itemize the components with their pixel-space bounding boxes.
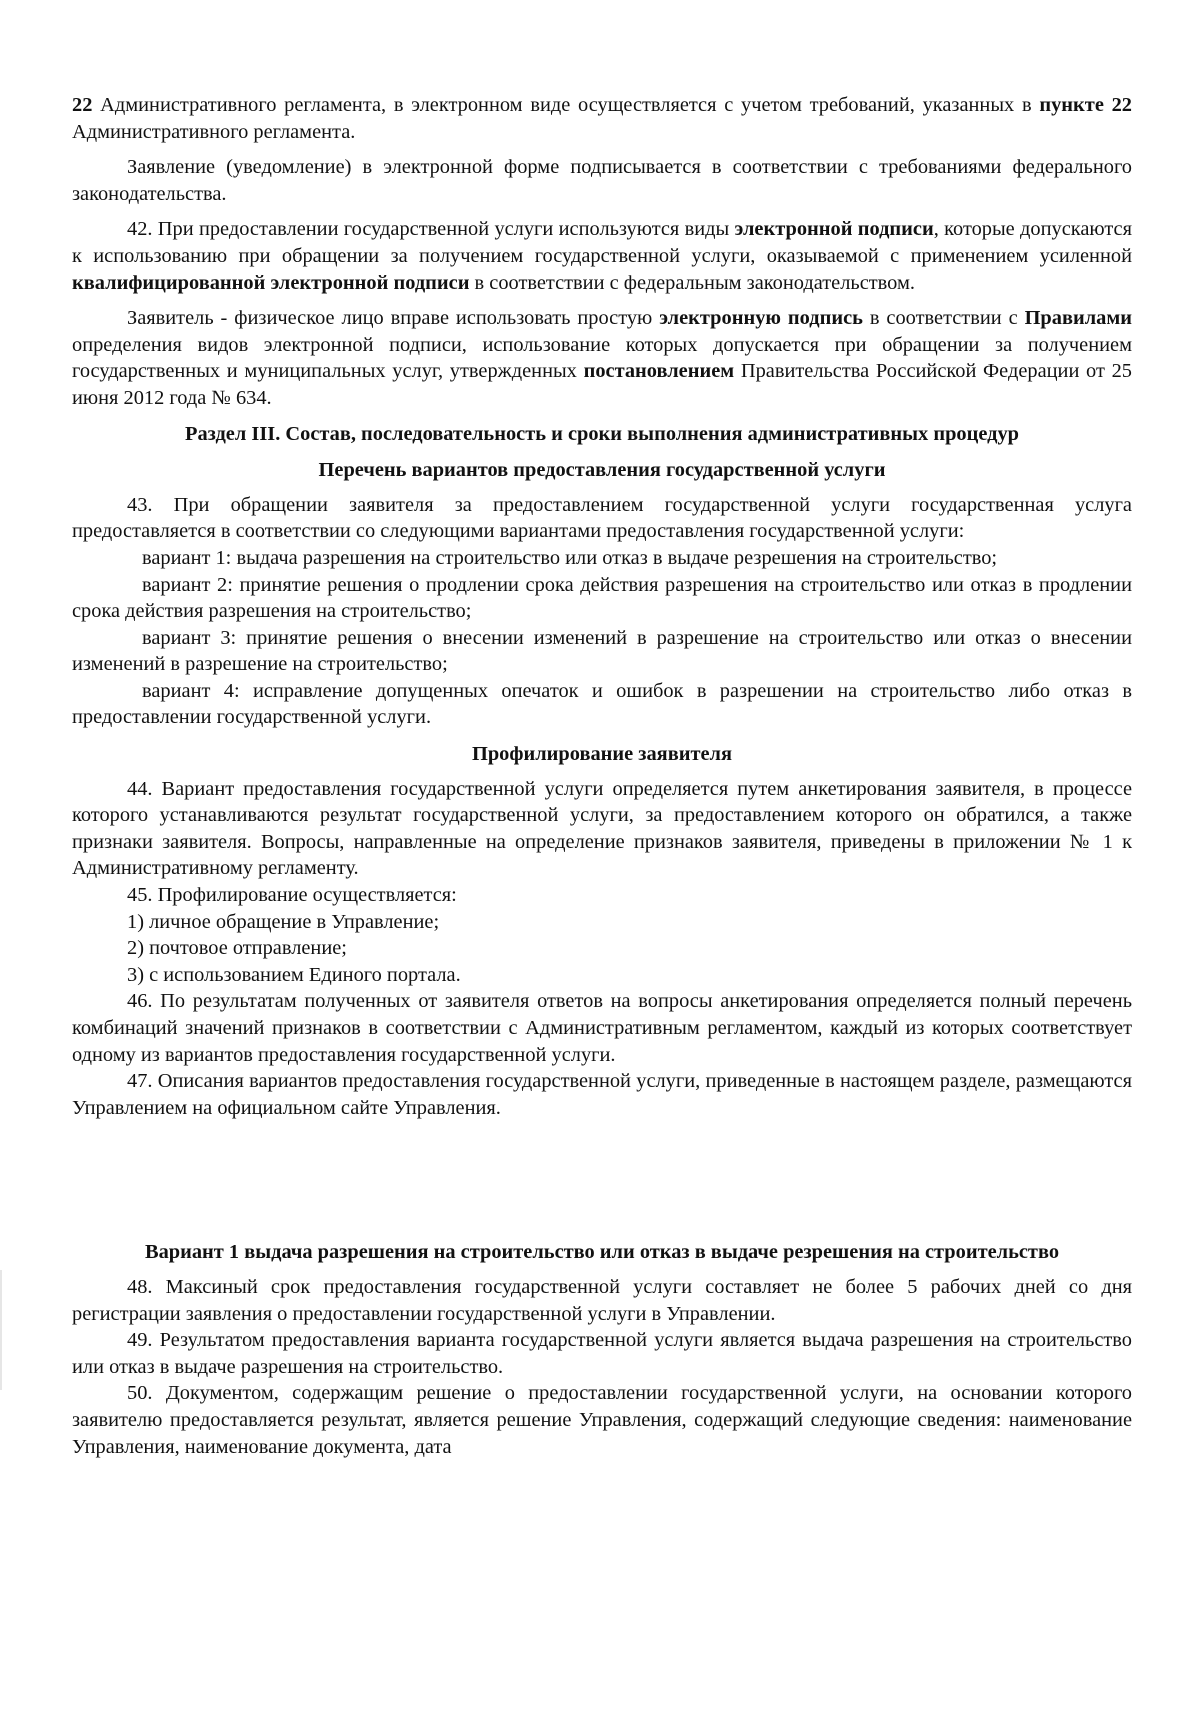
variant-item-2: вариант 2: принятие решения о продлении срока действия разрешения на строительство или отказ в продлении срока действия разрешения на строительство; [72,573,1132,623]
variants-list-heading: Перечень вариантов предоставления государственной услуги [318,459,886,482]
variant-item-1: вариант 1: выдача разрешения на строительство или отказ в выдаче резрешения на строительство; [142,546,998,569]
document-page [72,92,1132,1460]
variant-item-3: вариант 3: принятие решения о внесении изменений в разрешение на строительство или отказ о внесении изменений в разрешение на строительство; [72,626,1132,676]
paragraph-42: 42. При предоставлении государственной услуги используются виды электронной подписи, которые допускаются к использованию при обращении за получением государственной услуги, оказываемой с применением усиленной квалифицированной электронной подписи в соответствии с федеральным законодательством. [72,218,1132,294]
list-item-45-3: 3) с использованием Единого портала. [127,963,461,986]
paragraph-44: 44. Вариант предоставления государственной услуги определяется путем анкетирования заявителя, в процессе которого устанавливаются результат государственной услуги, за предоставлением которого он обратился, а также признаки заявителя. Вопросы, направленные на определение признаков заявителя, приведены в приложении № 1 к Административному регламенту. [72,777,1132,880]
paragraph-47: 47. Описания вариантов предоставления государственной услуги, приведенные в настоящем разделе, размещаются Управлением на официальном сайте Управления. [72,1070,1132,1119]
variant-1-heading: Вариант 1 выдача разрешения на строительство или отказ в выдаче резрешения на строительство [144,1241,1060,1264]
paragraph-signature-requirements: Заявление (уведомление) в электронной форме подписывается в соответствии с требованиями федерального законодательства. [72,156,1132,205]
paragraph-43: 43. При обращении заявителя за предоставлением государственной услуги государственная услуга предоставляется в соответствии со следующими вариантами предоставления государственной услуги: [72,493,1132,543]
paragraph-50: 50. Документом, содержащим решение о предоставлении государственной услуги, на основании которого заявителю предоставляется результат, является решение Управления, содержащий следующие сведения: наименование Управления, наименование документа, дата [72,1382,1132,1458]
bold-ref-22: 22 [72,94,93,116]
paragraph-continuation: 22 Административного регламента, в электронном виде осуществляется с учетом требований, указанных в пункте 22 Административного регламента. [72,94,1133,143]
scan-edge-mark [0,1270,2,1390]
paragraph-45: 45. Профилирование осуществляется: [127,884,457,907]
list-item-45-2: 2) почтовое отправление; [127,937,347,960]
profiling-heading: Профилирование заявителя [471,743,733,766]
variant-item-4: вариант 4: исправление допущенных опечаток и ошибок в разрешении на строительство либо отказ в предоставлении государственной услуги. [72,679,1132,729]
paragraph-48: 48. Максиный срок предоставления государственной услуги составляет не более 5 рабочих дней со дня регистрации заявления о предоставлении государственной услуги в Управлении. [72,1275,1132,1325]
list-item-45-1: 1) личное обращение в Управление; [127,910,440,933]
paragraph-46: 46. По результатам полученных от заявителя ответов на вопросы анкетирования определяется полный перечень комбинаций значений признаков в соответствии с Административным регламентом, каждый из которых соответствует одному из вариантов предоставления государственной услуги. [72,990,1132,1066]
paragraph-49: 49. Результатом предоставления варианта государственной услуги является выдача разрешения на строительство или отказ в выдаче разрешения на строительство. [72,1329,1132,1378]
paragraph-42-applicant: Заявитель - физическое лицо вправе использовать простую электронную подпись в соответствии с Правилами определения видов электронной подписи, использование которых допускается при обращении за получением государственных и муниципальных услуг, утвержденных постановлением Правительства Российской Федерации от 25 июня 2012 года № 634. [72,307,1132,409]
section-3-heading: Раздел III. Состав, последовательность и сроки выполнения административных процедур [185,422,1019,445]
bold-ref-point-22: пункте 22 [1039,94,1133,116]
